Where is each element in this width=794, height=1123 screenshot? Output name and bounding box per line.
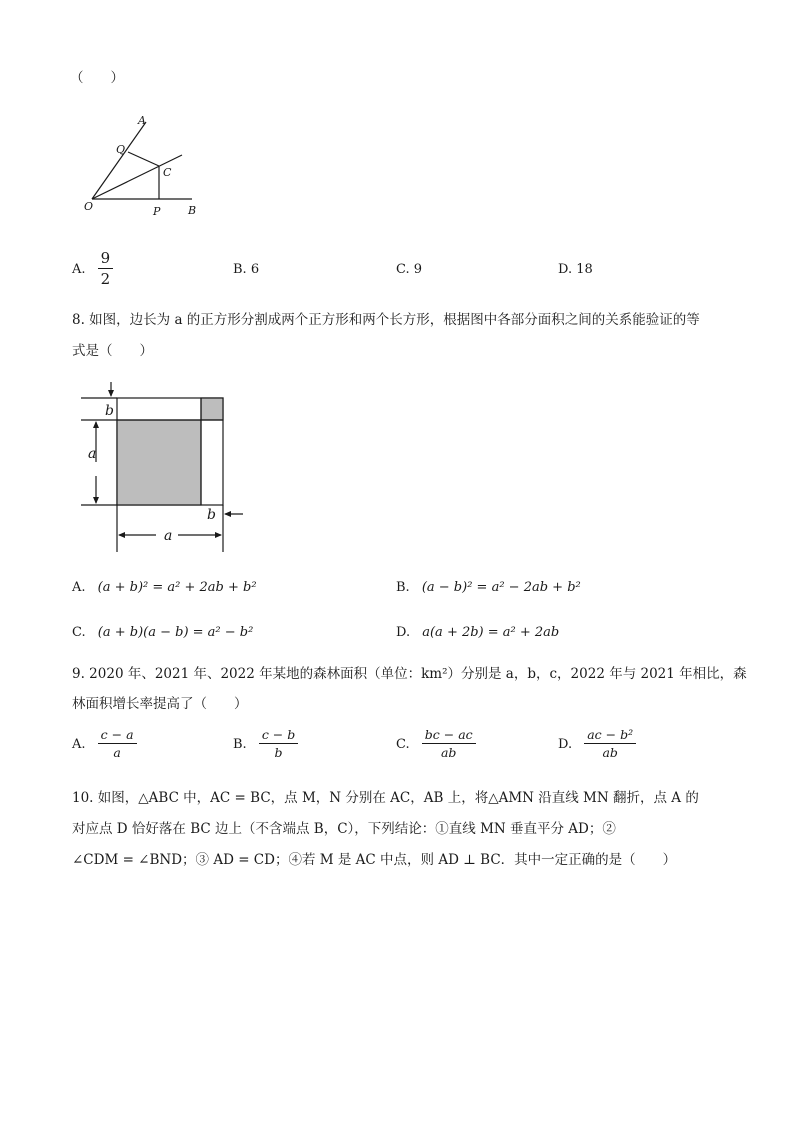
q9-stem-line2: 林面积增长率提高了（ ）: [72, 696, 248, 712]
q9-option-d-den: ab: [602, 745, 618, 761]
q8-option-a: A. (a + b)² = a² + 2ab + b²: [72, 580, 257, 595]
label-A: A: [138, 114, 146, 127]
q7-option-a-den: 2: [100, 270, 111, 289]
q8-figure: [78, 372, 268, 557]
q7-option-c: C. 9: [396, 262, 423, 277]
label-b-top: b: [105, 403, 114, 419]
q7-figure: [78, 110, 228, 230]
q7-option-d: D. 18: [558, 262, 593, 277]
ray-OA: [92, 122, 146, 199]
q9-option-d-num: ac − b²: [584, 728, 636, 744]
q8-option-c: C. (a + b)(a − b) = a² − b²: [72, 625, 254, 640]
segment-QC: [128, 152, 159, 166]
q9-stem-line1: 9. 2020 年、2021 年、2022 年某地的森林面积（单位：km²）分别是 a，b，c，2022 年与 2021 年相比，森: [72, 666, 747, 682]
q9-option-b-den: b: [274, 745, 283, 761]
q9-option-a: A. $\frac{c - a}{a}$: [72, 728, 137, 761]
large-square: [117, 420, 201, 505]
q8-stem-line1: 8. 如图，边长为 a 的正方形分割成两个正方形和两个长方形，根据图中各部分面积之间的关系能验证的等: [72, 312, 700, 328]
label-a-bottom: a: [164, 528, 173, 544]
q7-option-a-num: 9: [98, 250, 114, 269]
q7-option-b: B. 6: [233, 262, 260, 277]
label-P: P: [153, 205, 161, 218]
q9-option-d: D. $\frac{\text{ac − b²}}{ab}$: [558, 728, 636, 761]
q7-option-a: A. $\frac{9}{2}$: [72, 250, 113, 289]
q8-stem-line2: 式是（ ）: [72, 343, 153, 359]
label-Q: Q: [116, 143, 126, 156]
small-square: [201, 398, 223, 420]
label-B: B: [188, 204, 197, 217]
q9-option-c-den: ab: [440, 745, 457, 761]
label-C: C: [163, 166, 172, 179]
label-O: O: [84, 200, 94, 213]
q7-answer-paren: （ ）: [70, 70, 124, 86]
q10-stem-line1: 10. 如图，△ABC 中，AC = BC，点 M，N 分别在 AC，AB 上，将△AMN 沿直线 MN 翻折，点 A 的: [72, 790, 699, 806]
q9-option-a-den: a: [113, 745, 121, 761]
q9-option-a-num: c − a: [98, 728, 137, 744]
q9-option-b-num: c − b: [259, 728, 298, 744]
q9-option-b: B. $\frac{c - b}{b}$: [233, 728, 298, 761]
q9-option-c: C. $\frac{bc - ac}{ab}$: [396, 728, 476, 761]
label-b-right: b: [207, 507, 216, 523]
q8-option-b: B. (a − b)² = a² − 2ab + b²: [396, 580, 581, 595]
q8-option-d: D. a(a + 2b) = a² + 2ab: [396, 625, 560, 640]
q10-stem-line2: 对应点 D 恰好落在 BC 边上（不含端点 B，C），下列结论：①直线 MN 垂直平分 AD；②: [72, 821, 616, 837]
q10-stem-line3: ∠CDM = ∠BND；③ AD = CD；④若 M 是 AC 中点，则 AD ⊥ BC．其中一定正确的是（ ）: [72, 852, 677, 868]
q9-option-c-num: bc − ac: [422, 728, 476, 744]
label-a-left: a: [88, 446, 97, 462]
